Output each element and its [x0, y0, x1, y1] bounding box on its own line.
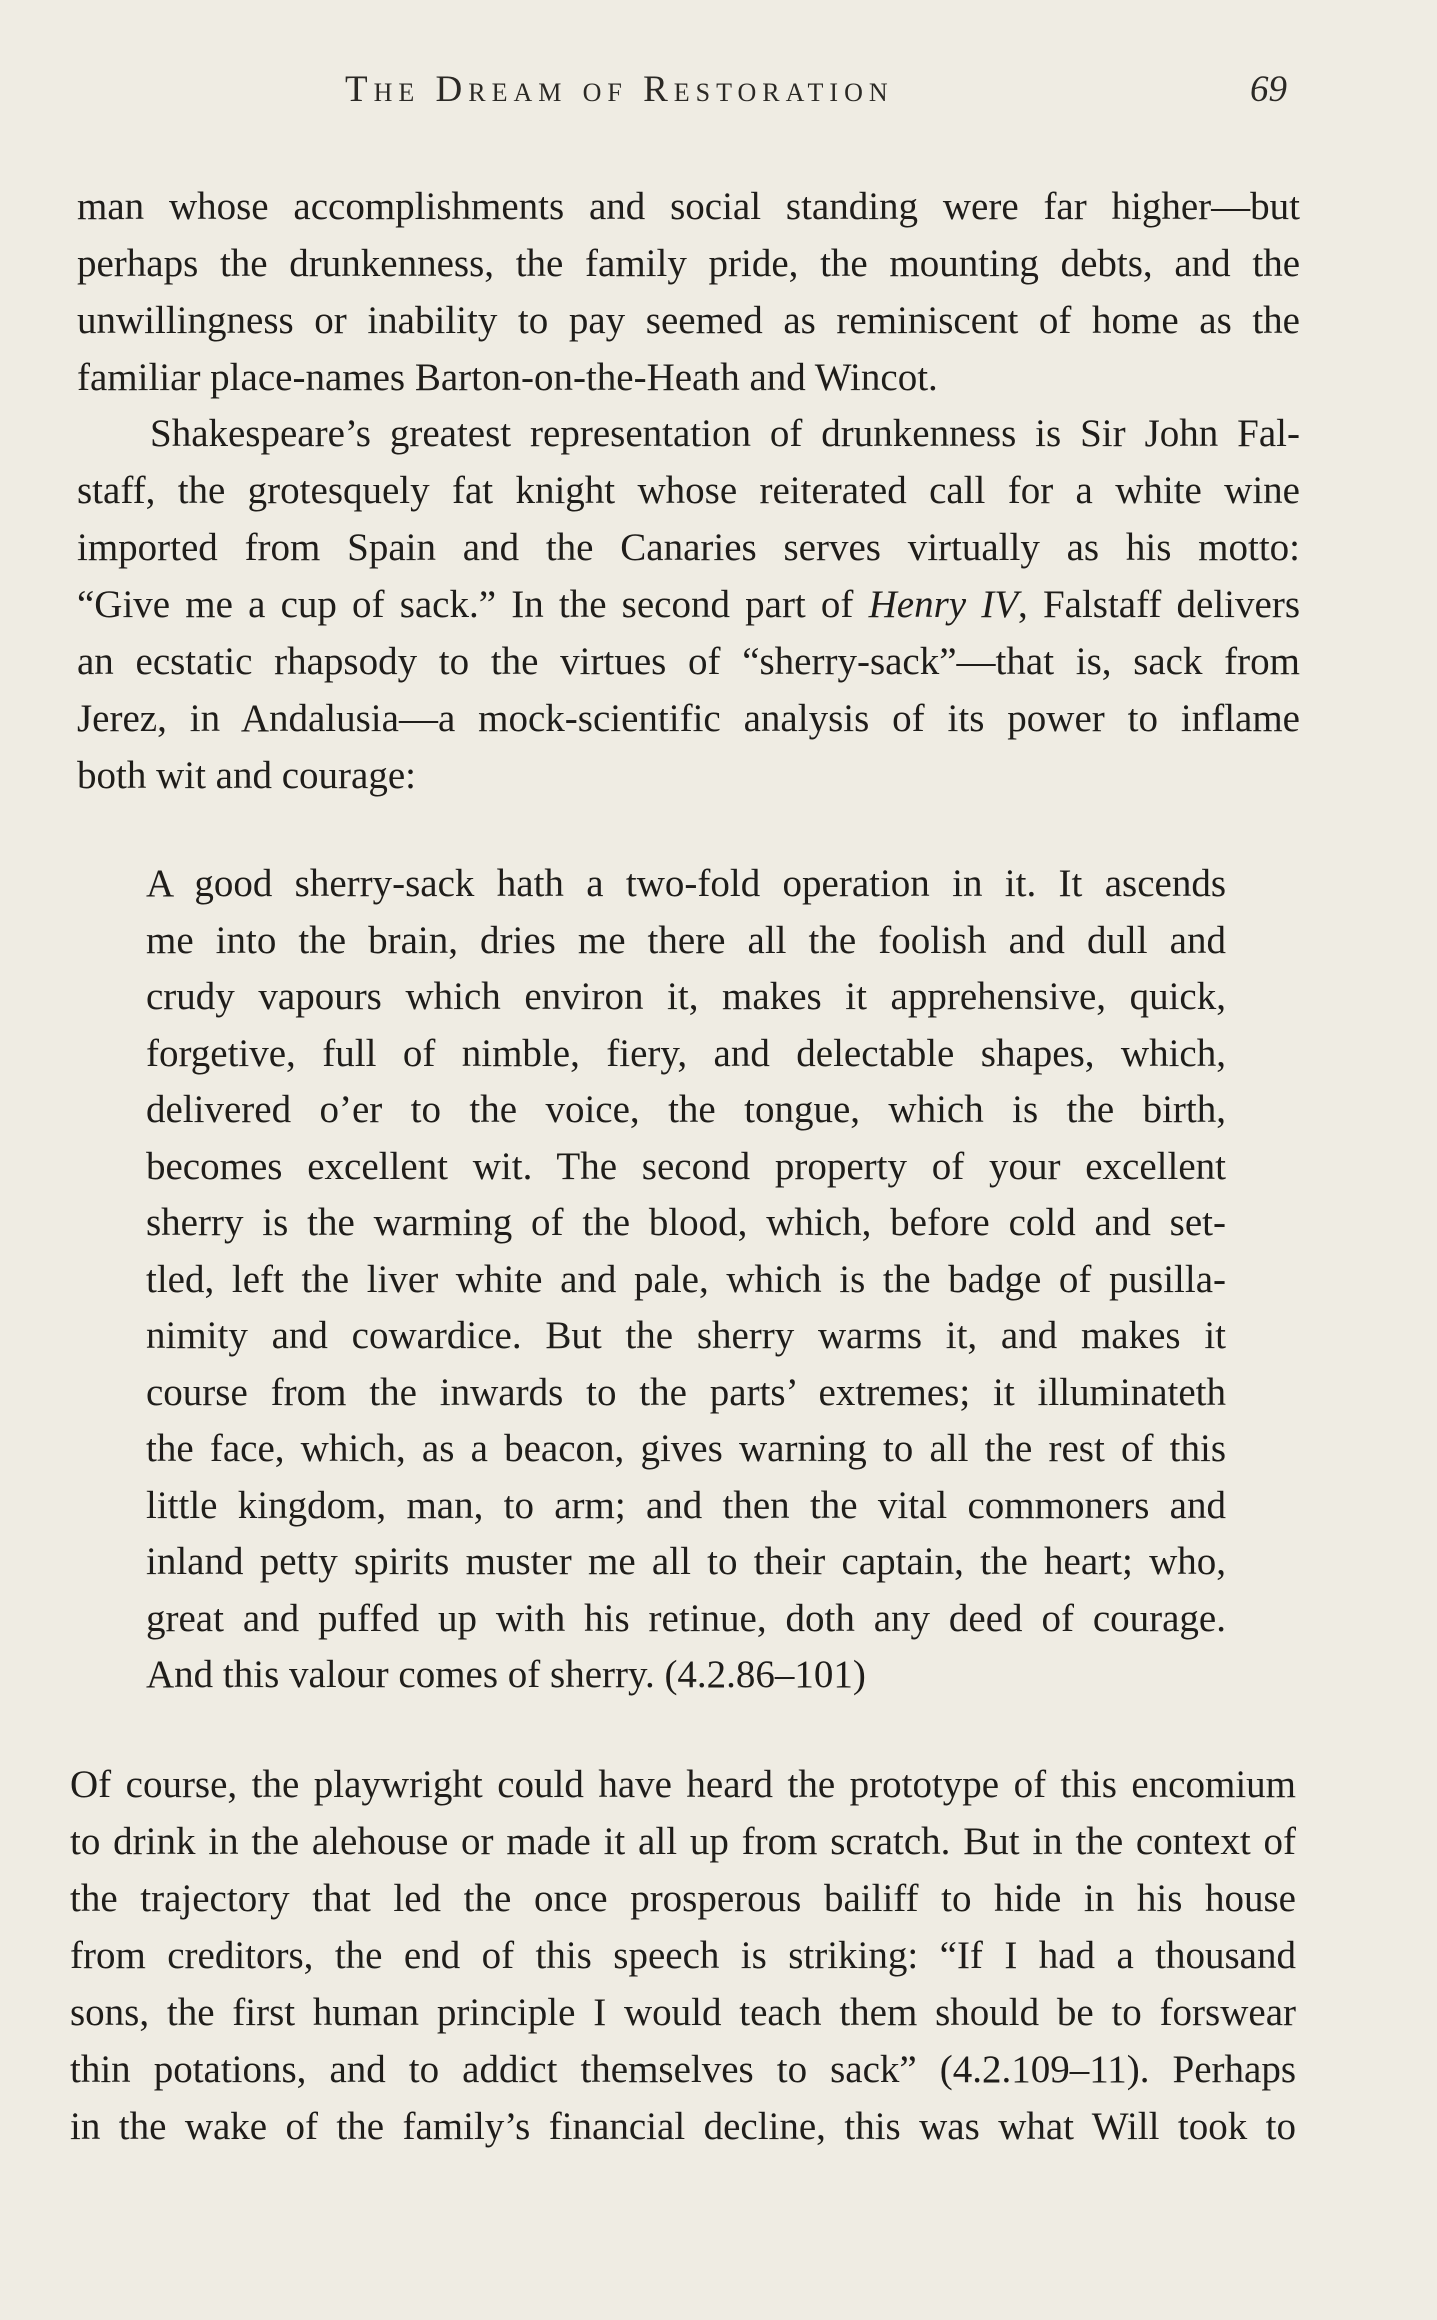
closing-paragraph	[70, 1756, 1296, 2155]
text-line: sons, the first human principle I would teach them should be to forswear	[70, 1991, 1296, 2034]
quote-line: A good sherry-sack hath a two-fold operation in it. It ascends	[146, 862, 1226, 905]
play-title: Henry IV	[868, 583, 1019, 626]
line-text-segment: , Falstaff delivers	[1018, 583, 1300, 626]
paragraph-1	[77, 178, 1300, 406]
quote-line: nimity and cowardice. But the sherry warms it, and makes it	[146, 1314, 1226, 1357]
quote-line: little kingdom, man, to arm; and then the vital commoners and	[146, 1483, 1226, 1527]
text-line: the trajectory that led the once prosperous bailiff to hide in his house	[70, 1877, 1296, 1920]
text-line: perhaps the drunkenness, the family pride, the mounting debts, and the	[77, 242, 1300, 285]
text-line: Jerez, in Andalusia—a mock-scientific analysis of its power to inflame	[77, 697, 1300, 740]
quote-line: course from the inwards to the parts’ extremes; it illuminateth	[146, 1370, 1226, 1414]
running-head	[0, 68, 1437, 118]
block-quote	[146, 856, 1226, 1704]
text-line: man whose accomplishments and social standing were far higher—but	[77, 185, 1300, 228]
quote-line: sherry is the warming of the blood, which, before cold and set-	[146, 1201, 1226, 1244]
quote-line: crudy vapours which environ it, makes it apprehensive, quick,	[146, 975, 1226, 1018]
quote-line: And this valour comes of sherry. (4.2.86–101)	[146, 1653, 866, 1696]
text-line: both wit and courage:	[77, 754, 416, 797]
text-line: staff, the grotesquely fat knight whose reiterated call for a white wine	[77, 469, 1300, 512]
text-line: unwillingness or inability to pay seemed as reminiscent of home as the	[77, 299, 1300, 342]
paragraph-2	[77, 405, 1300, 804]
text-line: thin potations, and to addict themselves to sack” (4.2.109–11). Perhaps	[70, 2048, 1296, 2091]
quote-line: inland petty spirits muster me all to their captain, the heart; who,	[146, 1540, 1226, 1583]
quote-line: tled, left the liver white and pale, which is the badge of pusilla-	[146, 1257, 1226, 1301]
line-text-segment: “Give me a cup of sack.” In the second part of	[77, 583, 869, 626]
text-line: in the wake of the family’s financial decline, this was what Will took to	[70, 2105, 1296, 2148]
quote-line: the face, which, as a beacon, gives warning to all the rest of this	[146, 1427, 1226, 1470]
quote-line: becomes excellent wit. The second property of your excellent	[146, 1144, 1226, 1188]
text-line: from creditors, the end of this speech is striking: “If I had a thousand	[70, 1934, 1296, 1977]
text-line	[77, 576, 1300, 633]
quote-line: me into the brain, dries me there all the foolish and dull and	[146, 918, 1226, 962]
quote-line: great and puffed up with his retinue, doth any deed of courage.	[146, 1596, 1226, 1640]
running-title: The Dream of Restoration	[345, 69, 894, 110]
quote-line: delivered o’er to the voice, the tongue, which is the birth,	[146, 1088, 1226, 1131]
text-line: an ecstatic rhapsody to the virtues of “sherry-sack”—that is, sack from	[77, 640, 1300, 683]
quote-line: forgetive, full of nimble, fiery, and delectable shapes, which,	[146, 1031, 1226, 1075]
page-number: 69	[1250, 69, 1287, 110]
text-line: Of course, the playwright could have heard the prototype of this encomium	[70, 1763, 1296, 1806]
text-line: imported from Spain and the Canaries serves virtually as his motto:	[77, 526, 1300, 569]
text-line: familiar place-names Barton-on-the-Heath and Wincot.	[77, 356, 938, 399]
text-line: to drink in the alehouse or made it all up from scratch. But in the context of	[70, 1820, 1296, 1863]
text-line: Shakespeare’s greatest representation of drunkenness is Sir John Fal-	[150, 412, 1300, 455]
